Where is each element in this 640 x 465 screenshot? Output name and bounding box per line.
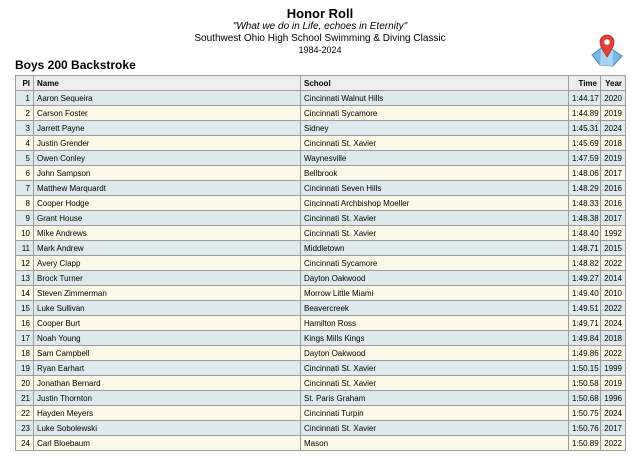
table-row — [16, 106, 626, 121]
place-cell: 10 — [16, 226, 34, 241]
school-cell: Kings Mills Kings — [301, 331, 569, 346]
event-title: Boys 200 Backstroke — [15, 58, 136, 72]
name-cell: Avery Clapp — [34, 256, 301, 271]
place-cell: 20 — [16, 376, 34, 391]
school-cell: Cincinnati St. Xavier — [301, 136, 569, 151]
time-cell: 1:47.59 — [569, 151, 601, 166]
column-header-time: Time — [569, 76, 601, 91]
table-row — [16, 301, 626, 316]
school-cell: Cincinnati Walnut Hills — [301, 91, 569, 106]
table-row — [16, 421, 626, 436]
time-cell: 1:49.86 — [569, 346, 601, 361]
place-cell: 2 — [16, 106, 34, 121]
time-cell: 1:48.38 — [569, 211, 601, 226]
place-cell: 19 — [16, 361, 34, 376]
place-cell: 9 — [16, 211, 34, 226]
place-cell: 16 — [16, 316, 34, 331]
year-cell: 2024 — [601, 406, 626, 421]
time-cell: 1:50.58 — [569, 376, 601, 391]
time-cell: 1:50.76 — [569, 421, 601, 436]
name-cell: Owen Conley — [34, 151, 301, 166]
table-row — [16, 241, 626, 256]
place-cell: 6 — [16, 166, 34, 181]
year-cell: 2019 — [601, 151, 626, 166]
year-cell: 2020 — [601, 91, 626, 106]
page-title: Honor Roll — [286, 6, 354, 21]
place-cell: 12 — [16, 256, 34, 271]
name-cell: Luke Sobolewski — [34, 421, 301, 436]
place-cell: 3 — [16, 121, 34, 136]
time-cell: 1:50.89 — [569, 436, 601, 451]
time-cell: 1:45.31 — [569, 121, 601, 136]
table-row — [16, 91, 626, 106]
table-row — [16, 331, 626, 346]
name-cell: Carl Bloebaum — [34, 436, 301, 451]
place-cell: 22 — [16, 406, 34, 421]
name-cell: Aaron Sequeira — [34, 91, 301, 106]
school-cell: Dayton Oakwood — [301, 346, 569, 361]
year-cell: 2019 — [601, 106, 626, 121]
table-row — [16, 226, 626, 241]
table-row — [16, 286, 626, 301]
school-cell: Waynesville — [301, 151, 569, 166]
place-cell: 4 — [16, 136, 34, 151]
table-row — [16, 406, 626, 421]
school-cell: Hamilton Ross — [301, 316, 569, 331]
name-cell: Cooper Burt — [34, 316, 301, 331]
table-row — [16, 211, 626, 226]
school-cell: Cincinnati St. Xavier — [301, 211, 569, 226]
year-cell: 2017 — [601, 421, 626, 436]
year-cell: 2016 — [601, 181, 626, 196]
honor-roll-table — [15, 75, 626, 451]
school-cell: Middletown — [301, 241, 569, 256]
name-cell: Mark Andrew — [34, 241, 301, 256]
table-row — [16, 376, 626, 391]
table-row — [16, 436, 626, 451]
school-cell: Beavercreek — [301, 301, 569, 316]
year-cell: 2017 — [601, 166, 626, 181]
place-cell: 17 — [16, 331, 34, 346]
year-cell: 2016 — [601, 196, 626, 211]
column-header-school: School — [301, 76, 569, 91]
time-cell: 1:49.27 — [569, 271, 601, 286]
table-row — [16, 271, 626, 286]
name-cell: Carson Foster — [34, 106, 301, 121]
school-cell: Cincinnati St. Xavier — [301, 376, 569, 391]
time-cell: 1:44.89 — [569, 106, 601, 121]
year-cell: 2024 — [601, 316, 626, 331]
year-cell: 1996 — [601, 391, 626, 406]
map-pin-icon[interactable] — [589, 33, 625, 69]
place-cell: 1 — [16, 91, 34, 106]
school-cell: Mason — [301, 436, 569, 451]
page-header — [0, 0, 640, 56]
place-cell: 23 — [16, 421, 34, 436]
column-header-place: Pl — [16, 76, 34, 91]
year-cell: 2022 — [601, 436, 626, 451]
meet-name: Southwest Ohio High School Swimming & Diving Classic — [194, 33, 446, 44]
school-cell: St. Paris Graham — [301, 391, 569, 406]
school-cell: Sidney — [301, 121, 569, 136]
table-row — [16, 346, 626, 361]
school-cell: Cincinnati Seven Hills — [301, 181, 569, 196]
place-cell: 13 — [16, 271, 34, 286]
time-cell: 1:48.06 — [569, 166, 601, 181]
name-cell: Justin Thornton — [34, 391, 301, 406]
year-cell: 1999 — [601, 361, 626, 376]
time-cell: 1:50.15 — [569, 361, 601, 376]
place-cell: 24 — [16, 436, 34, 451]
place-cell: 11 — [16, 241, 34, 256]
table-row — [16, 256, 626, 271]
table-body — [16, 91, 626, 451]
school-cell: Cincinnati St. Xavier — [301, 361, 569, 376]
motto-text: "What we do in Life, echoes in Eternity" — [232, 21, 408, 32]
table-row — [16, 316, 626, 331]
table-row — [16, 136, 626, 151]
place-cell: 18 — [16, 346, 34, 361]
name-cell: Sam Campbell — [34, 346, 301, 361]
table-row — [16, 361, 626, 376]
table-row — [16, 181, 626, 196]
time-cell: 1:50.75 — [569, 406, 601, 421]
name-cell: Noah Young — [34, 331, 301, 346]
place-cell: 7 — [16, 181, 34, 196]
name-cell: Mike Andrews — [34, 226, 301, 241]
year-cell: 2022 — [601, 256, 626, 271]
time-cell: 1:49.40 — [569, 286, 601, 301]
table-row — [16, 166, 626, 181]
time-cell: 1:48.33 — [569, 196, 601, 211]
name-cell: Jarrett Payne — [34, 121, 301, 136]
school-cell: Cincinnati Turpin — [301, 406, 569, 421]
year-cell: 2018 — [601, 331, 626, 346]
school-cell: Morrow Little Miami — [301, 286, 569, 301]
place-cell: 14 — [16, 286, 34, 301]
table-row — [16, 151, 626, 166]
year-cell: 2024 — [601, 121, 626, 136]
time-cell: 1:48.40 — [569, 226, 601, 241]
time-cell: 1:44.17 — [569, 91, 601, 106]
time-cell: 1:49.84 — [569, 331, 601, 346]
year-cell: 2022 — [601, 346, 626, 361]
year-cell: 2015 — [601, 241, 626, 256]
time-cell: 1:48.71 — [569, 241, 601, 256]
year-cell: 2019 — [601, 376, 626, 391]
name-cell: Steven Zimmerman — [34, 286, 301, 301]
school-cell: Cincinnati Sycamore — [301, 256, 569, 271]
year-cell: 2018 — [601, 136, 626, 151]
column-header-year: Year — [601, 76, 626, 91]
name-cell: Ryan Earhart — [34, 361, 301, 376]
school-cell: Cincinnati St. Xavier — [301, 421, 569, 436]
year-range: 1984-2024 — [298, 45, 342, 55]
name-cell: John Sampson — [34, 166, 301, 181]
name-cell: Brock Turner — [34, 271, 301, 286]
school-cell: Bellbrook — [301, 166, 569, 181]
table-row — [16, 121, 626, 136]
school-cell: Cincinnati Archbishop Moeller — [301, 196, 569, 211]
place-cell: 15 — [16, 301, 34, 316]
year-cell: 2010 — [601, 286, 626, 301]
time-cell: 1:49.71 — [569, 316, 601, 331]
time-cell: 1:48.82 — [569, 256, 601, 271]
time-cell: 1:45.69 — [569, 136, 601, 151]
place-cell: 21 — [16, 391, 34, 406]
year-cell: 2014 — [601, 271, 626, 286]
place-cell: 5 — [16, 151, 34, 166]
year-cell: 2017 — [601, 211, 626, 226]
column-header-name: Name — [34, 76, 301, 91]
name-cell: Cooper Hodge — [34, 196, 301, 211]
year-cell: 2022 — [601, 301, 626, 316]
name-cell: Grant House — [34, 211, 301, 226]
school-cell: Dayton Oakwood — [301, 271, 569, 286]
name-cell: Matthew Marquardt — [34, 181, 301, 196]
name-cell: Jonathan Bernard — [34, 376, 301, 391]
name-cell: Luke Sullivan — [34, 301, 301, 316]
name-cell: Hayden Meyers — [34, 406, 301, 421]
time-cell: 1:49.51 — [569, 301, 601, 316]
table-row — [16, 391, 626, 406]
time-cell: 1:48.29 — [569, 181, 601, 196]
year-cell: 1992 — [601, 226, 626, 241]
school-cell: Cincinnati Sycamore — [301, 106, 569, 121]
school-cell: Cincinnati St. Xavier — [301, 226, 569, 241]
time-cell: 1:50.68 — [569, 391, 601, 406]
table-header-row — [16, 76, 626, 91]
place-cell: 8 — [16, 196, 34, 211]
name-cell: Justin Grender — [34, 136, 301, 151]
table-row — [16, 196, 626, 211]
